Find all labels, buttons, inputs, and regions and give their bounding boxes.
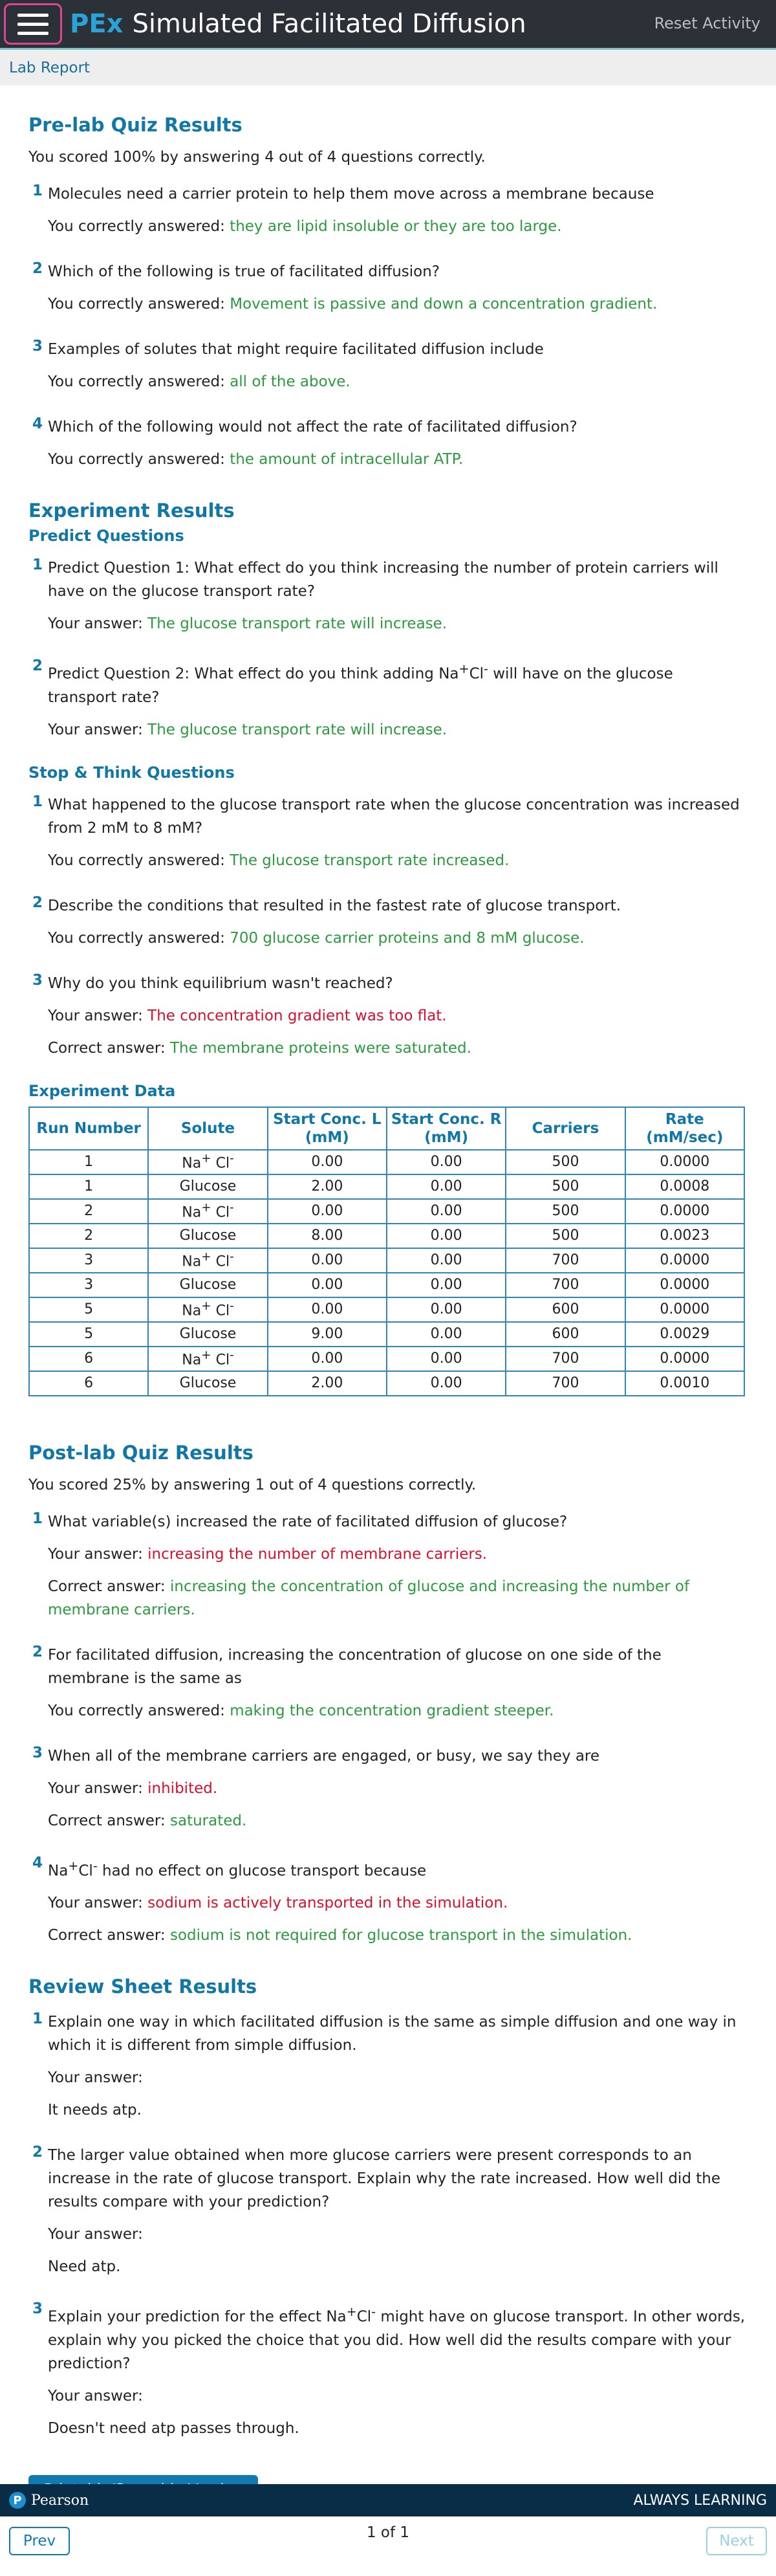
answer-label: Your answer: <box>48 2387 143 2405</box>
table-cell: Na+ Cl- <box>148 1150 267 1174</box>
stop-think-question <box>28 793 748 881</box>
table-cell: 0.00 <box>268 1273 387 1297</box>
answer-prefix: Your answer: <box>48 615 148 632</box>
answer-prefix: Your answer: <box>48 1007 148 1024</box>
experiment-data-table <box>28 1106 745 1396</box>
question-text: For facilitated diffusion, increasing the concentration of glucose on one side of the membrane is the same as <box>48 1646 662 1687</box>
table-cell: 0.0000 <box>625 1297 744 1322</box>
review-section <box>28 1976 748 2449</box>
correct-answer-line <box>48 1809 746 1833</box>
top-bar <box>0 0 776 48</box>
question-text-part: Cl <box>78 1862 93 1880</box>
hamburger-menu-icon[interactable] <box>4 3 62 45</box>
user-answer: It needs atp. <box>48 2102 142 2119</box>
table-row <box>29 1248 744 1273</box>
postlab-question <box>28 1745 748 1842</box>
table-cell: 0.00 <box>387 1174 506 1199</box>
question-text-part: Cl <box>356 2308 372 2326</box>
sub-bar <box>0 48 776 85</box>
question-number: 4 <box>32 415 43 432</box>
table-cell: 0.0010 <box>625 1371 744 1396</box>
review-item <box>28 2010 748 2131</box>
answer-line <box>48 448 746 471</box>
question-text: Na+Cl- had no effect on glucose transport because <box>48 1858 427 1880</box>
table-cell: 0.00 <box>387 1150 506 1174</box>
question-text: Molecules need a carrier protein to help them move across a membrane because <box>48 186 654 203</box>
question-number: 3 <box>32 1744 43 1761</box>
review-title: Review Sheet Results <box>28 1976 257 1998</box>
correct-answer: The glucose transport rate increased. <box>230 852 510 869</box>
stop-think-question <box>28 894 748 959</box>
incorrect-answer: sodium is actively transported in the simulation. <box>147 1895 508 1912</box>
next-button[interactable]: Next <box>706 2527 767 2555</box>
table-cell: 1 <box>29 1150 148 1174</box>
table-cell: 0.0029 <box>625 1322 744 1347</box>
question-number: 3 <box>32 338 43 355</box>
table-cell: 0.00 <box>268 1199 387 1224</box>
table-cell: 500 <box>506 1174 625 1199</box>
answer-label: Your answer: <box>48 2069 143 2087</box>
answer-line <box>48 849 746 872</box>
table-row <box>29 1322 744 1347</box>
question-text: Predict Question 2: What effect do you think adding Na+Cl- will have on the glucose transport rate? <box>48 661 673 706</box>
table-cell: 700 <box>506 1371 625 1396</box>
user-answer: The glucose transport rate will increase. <box>147 721 447 738</box>
table-cell: 3 <box>29 1248 148 1273</box>
table-cell: 9.00 <box>268 1322 387 1347</box>
answer-line <box>48 215 746 238</box>
review-item <box>28 2144 748 2287</box>
postlab-score: You scored 25% by answering 1 out of 4 questions correctly. <box>28 1476 477 1493</box>
table-cell: 500 <box>506 1150 625 1174</box>
prelab-question <box>28 260 748 325</box>
table-cell: 0.00 <box>387 1371 506 1396</box>
stop-think-question <box>28 972 748 1069</box>
table-row <box>29 1199 744 1224</box>
table-cell: 6 <box>29 1371 148 1396</box>
pex-logo: PEx <box>70 9 124 39</box>
pearson-logo-icon: P <box>9 2492 26 2509</box>
table-cell: Glucose <box>148 1322 267 1347</box>
question-text: What happened to the glucose transport rate when the glucose concentration was increased from 2 mM to 8 mM? <box>48 796 740 837</box>
user-answer: Need atp. <box>48 2258 121 2276</box>
answer-prefix: You correctly answered: <box>48 451 230 468</box>
question-number: 1 <box>32 1510 43 1527</box>
table-cell: 6 <box>29 1347 148 1371</box>
correct-answer: Movement is passive and down a concentration gradient. <box>230 296 658 313</box>
correct-answer: sodium is not required for glucose transport in the simulation. <box>170 1927 632 1944</box>
table-row <box>29 1347 744 1371</box>
incorrect-answer: increasing the number of membrane carriers. <box>147 1545 488 1563</box>
table-cell: 0.00 <box>387 1322 506 1347</box>
table-cell: 0.00 <box>268 1347 387 1371</box>
experiment-title: Experiment Results <box>28 500 235 522</box>
postlab-question <box>28 1644 748 1732</box>
answer-line <box>48 612 746 635</box>
correct-answer: 700 glucose carrier proteins and 8 mM glucose. <box>230 929 585 947</box>
prelab-title: Pre-lab Quiz Results <box>28 114 242 136</box>
table-cell: 0.00 <box>387 1297 506 1322</box>
table-row <box>29 1371 744 1396</box>
question-number: 1 <box>32 793 43 810</box>
answer-prefix: You correctly answered: <box>48 1702 230 1719</box>
question-number: 2 <box>32 657 43 674</box>
prev-button[interactable]: Prev <box>9 2527 70 2555</box>
question-text: Which of the following is true of facilitated diffusion? <box>48 263 440 280</box>
prelab-question <box>28 338 748 402</box>
table-row <box>29 1174 744 1199</box>
column-header: Run Number <box>29 1107 148 1150</box>
predict-title: Predict Questions <box>28 527 184 545</box>
pagination <box>0 2518 776 2576</box>
postlab-section <box>28 1442 748 1957</box>
incorrect-answer: inhibited. <box>147 1779 218 1797</box>
prelab-question <box>28 415 748 480</box>
experiment-data-title: Experiment Data <box>28 1081 176 1100</box>
reset-activity-button[interactable]: Reset Activity <box>654 14 760 32</box>
question-text: Explain your prediction for the effect Na+Cl- might have on glucose transport. In other words, explain why you picked the choice that you did. How well did the results compare with your prediction? <box>48 2304 746 2372</box>
question-number: 3 <box>32 971 43 989</box>
question-number: 2 <box>32 894 43 911</box>
incorrect-answer: The concentration gradient was too flat. <box>147 1007 447 1024</box>
table-cell: 0.00 <box>268 1297 387 1322</box>
answer-prefix: You correctly answered: <box>48 852 230 869</box>
table-cell: Glucose <box>148 1224 267 1248</box>
table-header-row <box>29 1107 744 1150</box>
footer <box>0 2484 776 2516</box>
table-cell: 0.00 <box>387 1347 506 1371</box>
answer-label: Your answer: <box>48 2226 143 2243</box>
answer-prefix: Your answer: <box>48 721 148 738</box>
answer-line <box>48 1543 746 1566</box>
user-answer: Doesn't need atp passes through. <box>48 2419 299 2437</box>
answer-prefix: Correct answer: <box>48 1812 170 1829</box>
stop-think-title: Stop & Think Questions <box>28 763 235 782</box>
table-cell: 0.0000 <box>625 1150 744 1174</box>
question-text: When all of the membrane carriers are engaged, or busy, we say they are <box>48 1747 600 1765</box>
table-body <box>29 1150 744 1396</box>
correct-answer: all of the above. <box>230 373 350 390</box>
table-cell: 0.0000 <box>625 1199 744 1224</box>
answer-line <box>48 1777 746 1800</box>
table-cell: 700 <box>506 1273 625 1297</box>
answer-prefix: Your answer: <box>48 1545 148 1563</box>
question-text-part: Explain your prediction for the effect Na <box>48 2308 347 2326</box>
table-cell: 0.0000 <box>625 1347 744 1371</box>
question-number: 3 <box>32 2300 43 2318</box>
lab-report-tab[interactable]: Lab Report <box>9 59 91 76</box>
table-cell: 700 <box>506 1347 625 1371</box>
table-cell: 700 <box>506 1248 625 1273</box>
table-cell: 0.0023 <box>625 1224 744 1248</box>
table-cell: 5 <box>29 1297 148 1322</box>
answer-prefix: Your answer: <box>48 1779 148 1797</box>
answer-prefix: Your answer: <box>48 1895 148 1912</box>
answer-line <box>48 927 746 950</box>
pearson-logo <box>9 2492 89 2509</box>
correct-answer: increasing the concentration of glucose and increasing the number of membrane carriers. <box>48 1578 690 1618</box>
question-number: 2 <box>32 1643 43 1660</box>
question-text: Which of the following would not affect the rate of facilitated diffusion? <box>48 419 577 435</box>
prelab-section <box>28 114 748 480</box>
table-cell: 0.0008 <box>625 1174 744 1199</box>
table-cell: 3 <box>29 1273 148 1297</box>
question-text: Explain one way in which facilitated diffusion is the same as simple diffusion and one way in which it is different from simple diffusion. <box>48 2014 737 2054</box>
review-item <box>28 2300 748 2449</box>
column-header: Start Conc. R (mM) <box>387 1107 506 1150</box>
postlab-question <box>28 1855 748 1957</box>
table-row <box>29 1150 744 1174</box>
answer-prefix: Correct answer: <box>48 1039 170 1057</box>
predict-question <box>28 657 748 751</box>
question-text-part: might have on glucose transport. In other words, explain why you picked the choice that you did. How well did the results compare with your prediction? <box>48 2308 746 2372</box>
table-cell: 5 <box>29 1322 148 1347</box>
prelab-score: You scored 100% by answering 4 out of 4 questions correctly. <box>28 149 486 166</box>
table-cell: Na+ Cl- <box>148 1199 267 1224</box>
table-cell: Na+ Cl- <box>148 1347 267 1371</box>
tagline: ALWAYS LEARNING <box>633 2492 767 2509</box>
table-cell: 600 <box>506 1322 625 1347</box>
answer-line <box>48 718 746 742</box>
answer-line <box>48 292 746 316</box>
table-cell: 2.00 <box>268 1371 387 1396</box>
column-header: Rate (mM/sec) <box>625 1107 744 1150</box>
question-text: Examples of solutes that might require facilitated diffusion include <box>48 341 544 358</box>
correct-answer: The membrane proteins were saturated. <box>170 1039 471 1057</box>
question-number: 2 <box>32 260 43 277</box>
question-text: The larger value obtained when more glucose carriers were present corresponds to an increase in the rate of glucose transport. Explain why the rate increased. How well did the results compare with your prediction? <box>48 2147 720 2211</box>
postlab-question <box>28 1510 748 1631</box>
answer-prefix: You correctly answered: <box>48 218 230 235</box>
table-cell: 500 <box>506 1224 625 1248</box>
table-cell: Glucose <box>148 1174 267 1199</box>
experiment-section <box>28 500 748 1396</box>
question-number: 1 <box>32 182 43 199</box>
question-text: What variable(s) increased the rate of facilitated diffusion of glucose? <box>48 1513 568 1530</box>
table-cell: 2.00 <box>268 1174 387 1199</box>
table-cell: 1 <box>29 1174 148 1199</box>
prelab-question <box>28 182 748 247</box>
table-cell: Glucose <box>148 1371 267 1396</box>
correct-answer: saturated. <box>170 1812 247 1829</box>
table-cell: 0.00 <box>387 1273 506 1297</box>
pearson-wordmark: Pearson <box>31 2492 89 2509</box>
table-row <box>29 1297 744 1322</box>
table-cell: 8.00 <box>268 1224 387 1248</box>
question-number: 4 <box>32 1854 43 1871</box>
question-number: 2 <box>32 2144 43 2161</box>
table-row <box>29 1273 744 1297</box>
question-number: 1 <box>32 2010 43 2028</box>
answer-prefix: You correctly answered: <box>48 373 230 390</box>
answer-prefix: Correct answer: <box>48 1927 170 1944</box>
table-cell: 0.00 <box>268 1150 387 1174</box>
column-header: Solute <box>148 1107 267 1150</box>
table-cell: 0.00 <box>387 1224 506 1248</box>
question-text-part: will have on the glucose transport rate? <box>48 665 673 706</box>
table-cell: 0.00 <box>387 1248 506 1273</box>
question-text-part: Predict Question 2: What effect do you think adding Na <box>48 665 459 683</box>
report-content <box>0 85 776 2505</box>
correct-answer: making the concentration gradient steeper. <box>230 1702 554 1719</box>
question-text: Why do you think equilibrium wasn't reached? <box>48 974 393 992</box>
user-answer: The glucose transport rate will increase. <box>147 615 447 632</box>
table-cell: 2 <box>29 1224 148 1248</box>
table-cell: 0.00 <box>387 1199 506 1224</box>
correct-answer-line <box>48 1575 746 1622</box>
question-text-part: Na <box>48 1862 69 1880</box>
table-cell: 500 <box>506 1199 625 1224</box>
question-number: 1 <box>32 556 43 573</box>
table-cell: 0.0000 <box>625 1248 744 1273</box>
predict-question <box>28 556 748 644</box>
answer-line <box>48 1004 746 1028</box>
column-header: Start Conc. L (mM) <box>268 1107 387 1150</box>
answer-line <box>48 1891 746 1915</box>
correct-answer-line <box>48 1924 746 1947</box>
postlab-title: Post-lab Quiz Results <box>28 1441 253 1464</box>
table-cell: Glucose <box>148 1273 267 1297</box>
page-indicator: 1 of 1 <box>366 2524 410 2541</box>
correct-answer: they are lipid insoluble or they are too large. <box>230 218 562 235</box>
question-text-part: had no effect on glucose transport because <box>97 1862 427 1880</box>
correct-answer-line <box>48 1037 746 1060</box>
correct-answer: the amount of intracellular ATP. <box>230 451 464 468</box>
table-row <box>29 1224 744 1248</box>
table-cell: 2 <box>29 1199 148 1224</box>
answer-line <box>48 370 746 393</box>
table-cell: 600 <box>506 1297 625 1322</box>
table-cell: Na+ Cl- <box>148 1248 267 1273</box>
table-cell: Na+ Cl- <box>148 1297 267 1322</box>
answer-prefix: You correctly answered: <box>48 929 230 947</box>
column-header: Carriers <box>506 1107 625 1150</box>
answer-line <box>48 1699 746 1723</box>
table-cell: 0.0000 <box>625 1273 744 1297</box>
answer-prefix: You correctly answered: <box>48 296 230 313</box>
answer-prefix: Correct answer: <box>48 1578 170 1595</box>
table-cell: 0.00 <box>268 1248 387 1273</box>
question-text: Describe the conditions that resulted in the fastest rate of glucose transport. <box>48 897 621 914</box>
app-title: Simulated Facilitated Diffusion <box>132 9 526 39</box>
question-text-part: Cl <box>469 665 484 683</box>
question-text: Predict Question 1: What effect do you think increasing the number of protein carriers will have on the glucose transport rate? <box>48 560 718 600</box>
